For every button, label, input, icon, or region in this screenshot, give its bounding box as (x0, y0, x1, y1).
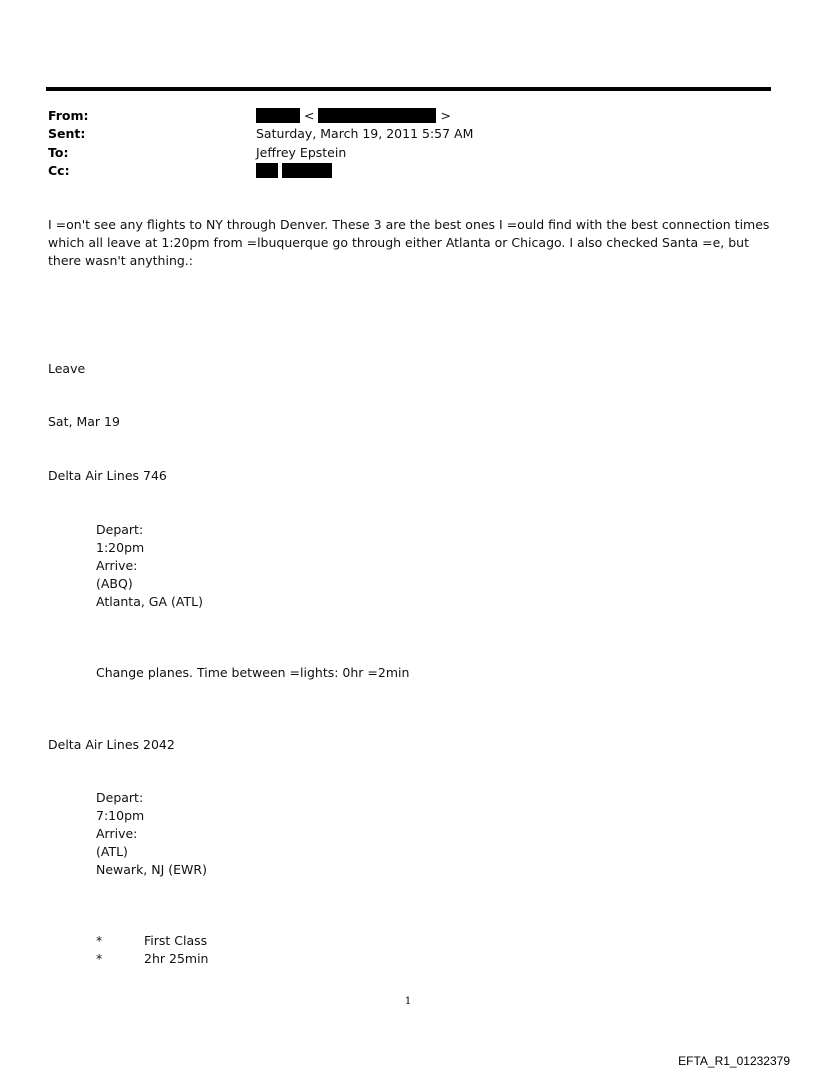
detail-line: (ATL) (96, 844, 128, 859)
bullet-marker: * (96, 951, 103, 966)
bullet-marker: * (96, 933, 103, 948)
detail-line: Arrive: (96, 826, 138, 841)
from-open-bracket: < (303, 108, 315, 123)
cc-value (256, 163, 332, 179)
from-value (256, 108, 451, 124)
redaction-bar (256, 108, 300, 123)
detail-line: 7:10pm (96, 808, 145, 823)
list-item (96, 950, 208, 968)
intro-paragraph: I =on't see any flights to NY through Denver. These 3 are the best ones I =ould find with the best connection times which all leave at 1:20pm from =lbuquerque go through either Atlanta or Chicago. I also checked Santa =e, but there wasn't anything.: (48, 217, 770, 268)
document-id: EFTA_R1_01232379 (678, 1054, 790, 1068)
flight-2-details (96, 789, 207, 879)
flight-1-details (96, 521, 203, 611)
sent-value: Saturday, March 19, 2011 5:57 AM (256, 126, 474, 141)
detail-line: Depart: (96, 790, 144, 805)
change-planes-note: Change planes. Time between =lights: 0hr =2min (96, 665, 410, 680)
cc-label: Cc: (48, 163, 70, 178)
detail-line: Arrive: (96, 558, 138, 573)
detail-line: 1:20pm (96, 540, 145, 555)
detail-line: Depart: (96, 522, 144, 537)
redaction-bar (318, 108, 436, 123)
redaction-bar (282, 163, 332, 178)
detail-line: Newark, NJ (EWR) (96, 862, 207, 877)
sent-label: Sent: (48, 126, 86, 141)
redaction-bar (256, 163, 278, 178)
page-number: 1 (404, 996, 412, 1007)
bullet-text: First Class (144, 933, 208, 948)
detail-line: Atlanta, GA (ATL) (96, 594, 203, 609)
date-line: Sat, Mar 19 (48, 414, 120, 429)
leave-heading: Leave (48, 361, 86, 376)
flight-2-name: Delta Air Lines 2042 (48, 737, 175, 752)
from-label: From: (48, 108, 89, 123)
to-label: To: (48, 145, 69, 160)
from-close-bracket: > (440, 108, 451, 123)
detail-line: (ABQ) (96, 576, 133, 591)
to-value: Jeffrey Epstein (256, 145, 347, 160)
flight-1-name: Delta Air Lines 746 (48, 468, 167, 483)
header-rule (46, 87, 771, 91)
bullet-text: 2hr 25min (144, 951, 209, 966)
list-item (96, 932, 207, 950)
